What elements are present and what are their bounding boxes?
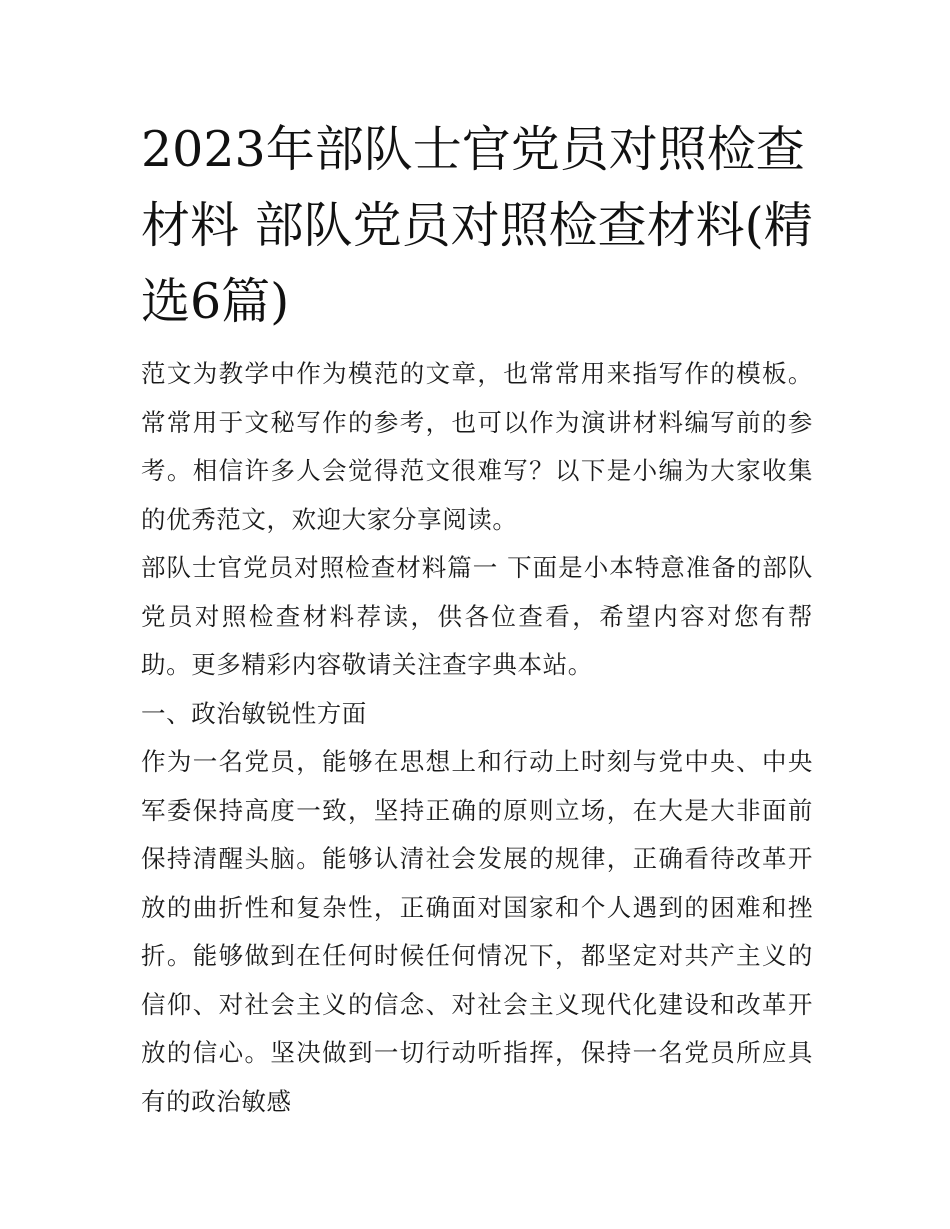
paragraph-political: 作为一名党员，能够在思想上和行动上时刻与党中央、中央军委保持高度一致，坚持正确的原则立场，在大是大非面前保持清醒头脑。能够认清社会发展的规律，正确看待改革开放的曲折性和复杂性，正确面对国家和个人遇到的困难和挫折。能够做到在任何时候任何情况下，都坚定对共产主义的信仰、对社会主义的信念、对社会主义现代化建设和改革开放的信心。坚决做到一切行动听指挥，保持一名党员所应具有的政治敏感 <box>141 747 813 1116</box>
paragraph-section-one: 部队士官党员对照检查材料篇一 下面是小本特意准备的部队党员对照检查材料荐读，供各位查看，希望内容对您有帮助。更多精彩内容敬请关注查字典本站。 <box>141 553 813 679</box>
section-heading-political: 一、政治敏锐性方面 <box>141 698 367 728</box>
document-page <box>141 112 813 1126</box>
paragraph-intro: 范文为教学中作为模范的文章，也常常用来指写作的模板。常常用于文秘写作的参考，也可以作为演讲材料编写前的参考。相信许多人会觉得范文很难写？以下是小编为大家收集的优秀范文，欢迎大家分享阅读。 <box>141 359 813 534</box>
document-title: 2023年部队士官党员对照检查材料 部队党员对照检查材料(精选6篇) <box>141 121 813 330</box>
document-body <box>141 350 813 1126</box>
